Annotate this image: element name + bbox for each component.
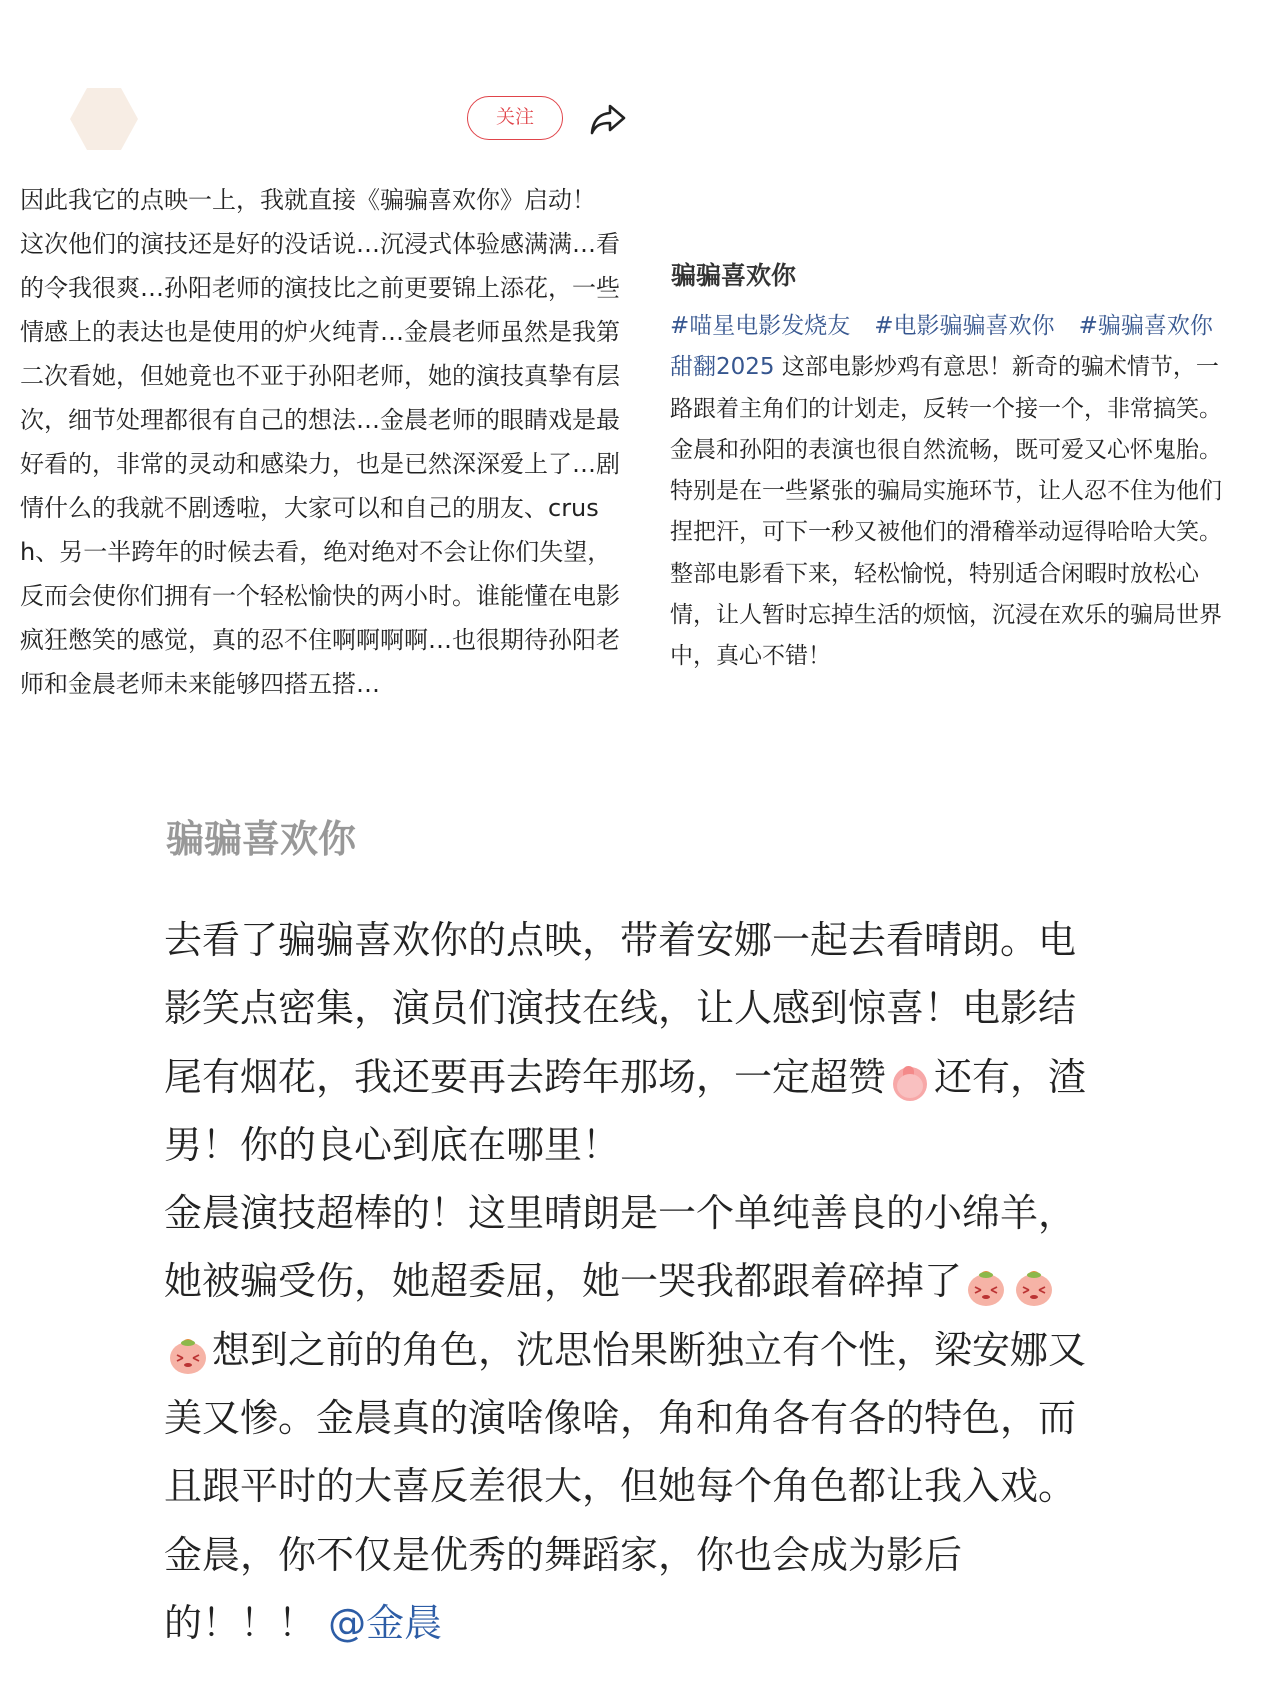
avatar[interactable] bbox=[70, 88, 138, 150]
crying-peach-emoji-icon bbox=[1012, 1262, 1056, 1306]
thumbs-up-emoji-icon bbox=[888, 1057, 932, 1101]
hashtag-link[interactable]: #喵星电影发烧友 bbox=[670, 313, 851, 339]
bottom-post-p3: 金晨，你不仅是优秀的舞蹈家，你也会成为影后的！！！ bbox=[164, 1532, 963, 1645]
crying-peach-emoji-icon bbox=[964, 1262, 1008, 1306]
follow-button[interactable]: 关注 bbox=[467, 96, 563, 140]
bottom-post-text bbox=[164, 906, 1094, 1657]
bottom-post-p1: 去看了骗骗喜欢你的点映，带着安娜一起去看晴朗。电影笑点密集，演员们演技在线，让人感到惊喜！电影结尾有烟花，我还要再去跨年那场，一定超赞 bbox=[164, 918, 1077, 1099]
hashtag-link[interactable]: #电影骗骗喜欢你 bbox=[874, 313, 1055, 339]
right-post-body: 这部电影炒鸡有意思！新奇的骗术情节，一路跟着主角们的计划走，反转一个接一个，非常搞笑。金晨和孙阳的表演也很自然流畅，既可爱又心怀鬼胎。特别是在一些紧张的骗局实施环节，让人忍不住为他们捏把汗，可下一秒又被他们的滑稽举动逗得哈哈大笑。整部电影看下来，轻松愉悦，特别适合闲暇时放松心情，让人暂时忘掉生活的烦恼，沉浸在欢乐的骗局世界中，真心不错！ bbox=[670, 354, 1222, 670]
crying-peach-emoji-icon bbox=[166, 1330, 210, 1374]
right-post-text bbox=[670, 306, 1230, 678]
cropped-title: 骗骗喜欢你 bbox=[166, 817, 357, 861]
left-post-body: 因此我它的点映一上，我就直接《骗骗喜欢你》启动！ 这次他们的演技还是好的没话说…沉浸式体验感满满…看的令我很爽…孙阳老师的演技比之前更要锦上添花，一些情感上的表达也是使用的炉火纯青…金晨老师虽然是我第二次看她，但她竟也不亚于孙阳老师，她的演技真挚有层次，细节处理都很有自己的想法…金晨老师的眼睛戏是最好看的，非常的灵动和感染力，也是已然深深爱上了…剧情什么的我就不剧透啦，大家可以和自己的朋友、crush、另一半跨年的时候去看，绝对绝对不会让你们失望，反而会使你们拥有一个轻松愉快的两小时。谁能懂在电影疯狂憋笑的感觉，真的忍不住啊啊啊啊…也很期待孙阳老师和金晨老师未来能够四搭五搭… bbox=[20, 186, 620, 698]
right-post-title: 骗骗喜欢你 bbox=[671, 261, 797, 290]
mention-link[interactable]: @金晨 bbox=[328, 1600, 443, 1645]
bottom-post-p1b: 还有，渣男！你的良心到底在哪里！ bbox=[164, 1054, 1087, 1167]
share-icon[interactable] bbox=[588, 100, 628, 138]
bottom-post-p2b: 想到之前的角色，沈思怡果断独立有个性，梁安娜又美又惨。金晨真的演啥像啥，角和角各有各的特色，而且跟平时的大喜反差很大，但她每个角色都让我入戏。 bbox=[164, 1327, 1087, 1509]
bottom-post-p2: 金晨演技超棒的！这里晴朗是一个单纯善良的小绵羊，她被骗受伤，她超委屈，她一哭我都跟着碎掉了 bbox=[164, 1191, 1077, 1304]
left-post-text bbox=[20, 178, 628, 706]
hashtag-link[interactable]: #骗骗喜欢你甜翻2025 bbox=[670, 313, 1213, 381]
